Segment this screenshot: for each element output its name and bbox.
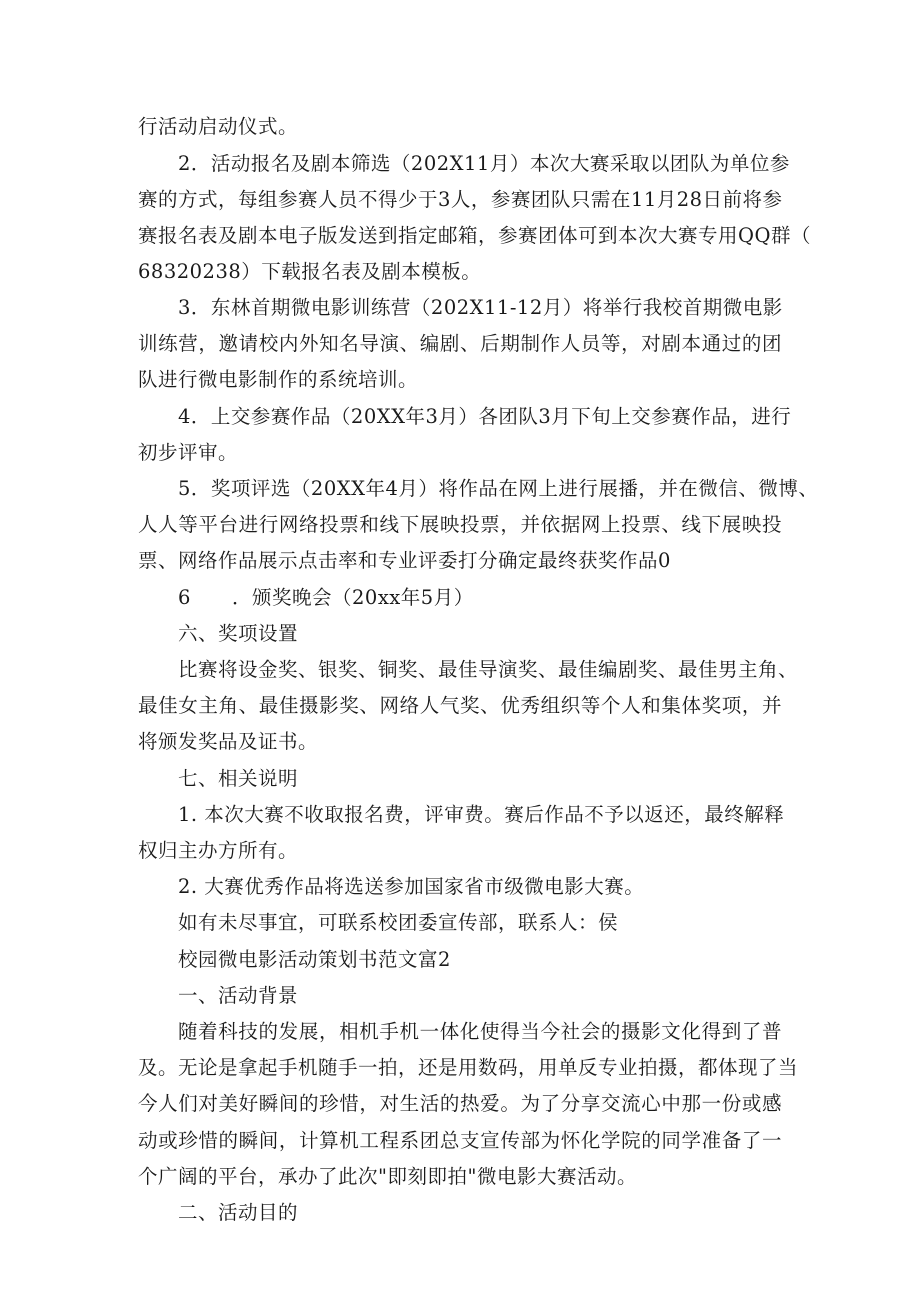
- list-number: 6: [178, 586, 191, 609]
- paragraph-line: 人人等平台进行网络投票和线下展映投票，并依据网上投票、线下展映投: [138, 513, 782, 536]
- paragraph-line: ．颁奖晚会（20xx年5月）: [232, 586, 474, 609]
- section-heading: 一、活动背景: [178, 984, 299, 1007]
- paragraph-line: 动或珍惜的瞬间，计算机工程系团总支宣传部为怀化学院的同学准备了一: [138, 1129, 782, 1152]
- paragraph-line: 1. 本次大赛不收取报名费，评审费。赛后作品不予以返还，最终解释: [178, 803, 785, 826]
- paragraph-line: 比赛将设金奖、银奖、铜奖、最佳导演奖、最佳编剧奖、最佳男主角、: [178, 658, 799, 681]
- paragraph-line: 68320238）下载报名表及剧本模板。: [138, 260, 482, 283]
- paragraph-line: 如有未尽事宜，可联系校团委宣传部，联系人：侯: [178, 911, 619, 934]
- section-heading: 二、活动目的: [178, 1201, 299, 1224]
- paragraph-line: 最佳女主角、最佳摄影奖、网络人气奖、优秀组织等个人和集体奖项，并: [138, 694, 782, 717]
- paragraph-line: 5．奖项评选（20XX年4月）将作品在网上进行展播，并在微信、微博、: [178, 477, 819, 500]
- paragraph-line: 训练营，邀请校内外知名导演、编剧、后期制作人员等，对剧本通过的团: [138, 332, 782, 355]
- paragraph-line: 赛报名表及剧本电子版发送到指定邮箱，参赛团体可到本次大赛专用QQ群（: [138, 224, 811, 247]
- document-title: 校园微电影活动策划书范文富2: [178, 948, 451, 971]
- paragraph-line: 2．活动报名及剧本筛选（202X11月）本次大赛采取以团队为单位参: [178, 152, 790, 175]
- paragraph-line: 随着科技的发展，相机手机一体化使得当今社会的摄影文化得到了普: [178, 1020, 782, 1043]
- section-heading: 六、奖项设置: [178, 622, 299, 645]
- paragraph-line: 队进行微电影制作的系统培训。: [138, 368, 419, 391]
- paragraph-line: 权归主办方所有。: [138, 839, 299, 862]
- paragraph-line: 将颁发奖品及证书。: [138, 730, 319, 753]
- paragraph-line: 票、网络作品展示点击率和专业评委打分确定最终获奖作品0: [138, 549, 671, 572]
- paragraph-line: 2. 大赛优秀作品将选送参加国家省市级微电影大赛。: [178, 875, 645, 898]
- paragraph-line: 及。无论是拿起手机随手一拍，还是用数码，用单反专业拍摄，都体现了当: [138, 1056, 799, 1079]
- paragraph-line: 今人们对美好瞬间的珍惜，对生活的热爱。为了分享交流心中那一份或感: [138, 1092, 782, 1115]
- paragraph-line: 行活动启动仪式。: [138, 115, 299, 138]
- paragraph-line: 赛的方式，每组参赛人员不得少于3人，参赛团队只需在11月28日前将参: [138, 188, 783, 211]
- paragraph-line: 个广阔的平台，承办了此次"即刻即拍"微电影大赛活动。: [138, 1165, 637, 1188]
- section-heading: 七、相关说明: [178, 767, 299, 790]
- paragraph-line: 初步评审。: [138, 441, 239, 464]
- paragraph-line: 4．上交参赛作品（20XX年3月）各团队3月下旬上交参赛作品，进行: [178, 405, 792, 428]
- paragraph-line: 3．东林首期微电影训练营（202X11-12月）将举行我校首期微电影: [178, 296, 783, 319]
